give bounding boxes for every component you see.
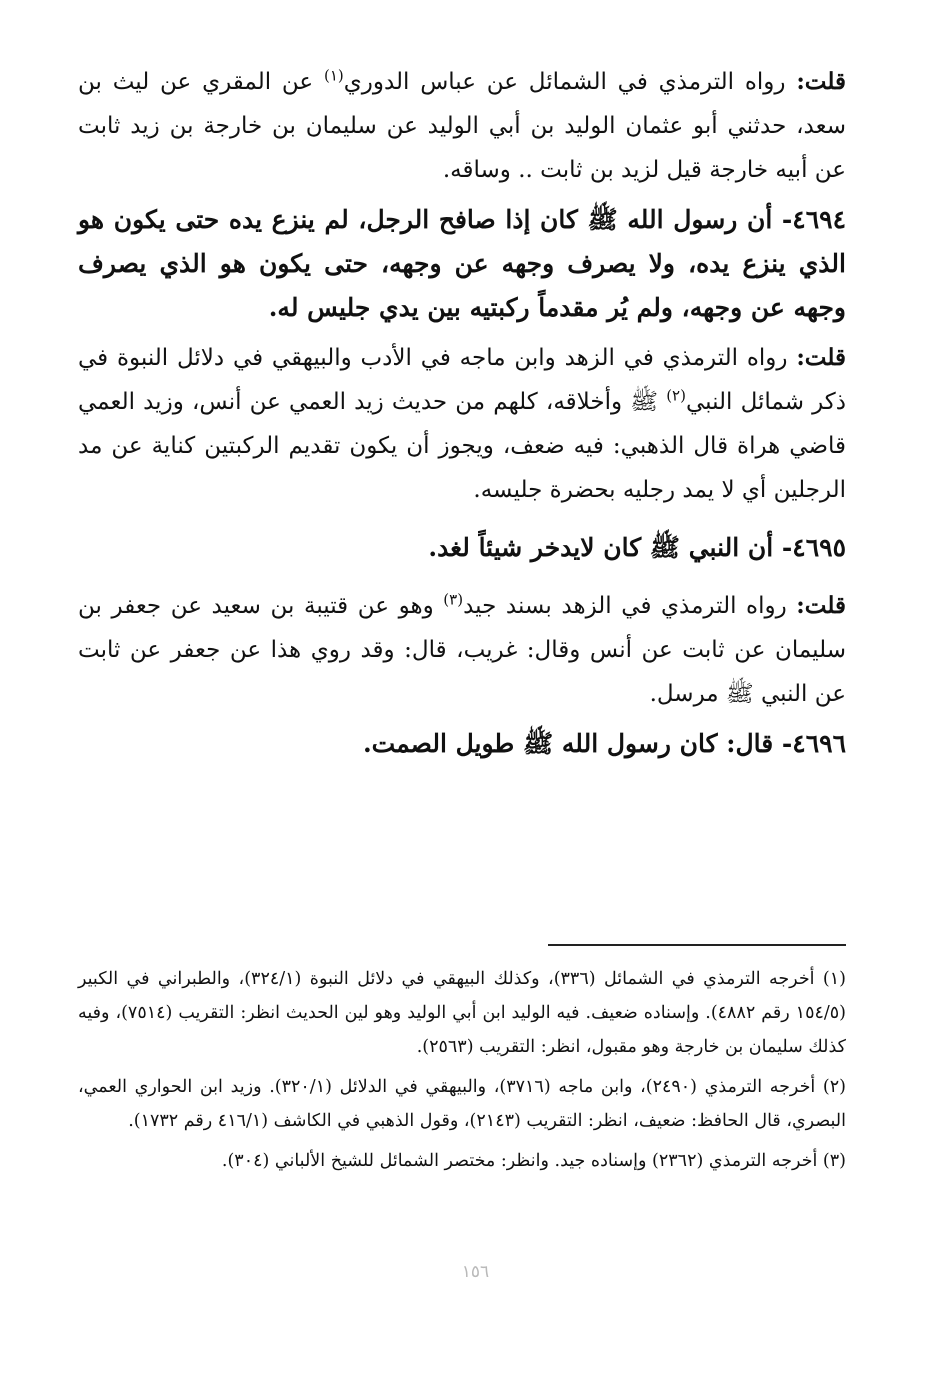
footnote-3: (٣) أخرجه الترمذي (٢٣٦٢) وإسناده جيد. وانظر: مختصر الشمائل للشيخ الألباني (٣٠٤). [221,1151,846,1171]
footnotes [78,962,846,1184]
main-text [78,60,846,766]
commentary-text-tail: ﷺ وأخلاقه، كلهم من حديث زيد العمي عن أنس، وزيد العمي قاضي هراة قال الذهبي: فيه ضعف، ويجوز أن يكون تقديم الركبتين كناية عن مد الرجلين أي لا يمد رجليه بحضرة جليسه. [78,389,846,503]
qultu-label: قلت: [796,592,846,619]
commentary-paragraph-2 [78,336,846,512]
commentary-text: رواه الترمذي في الزهد بسند جيد [463,593,797,619]
qultu-label: قلت: [796,344,846,371]
page-number: ١٥٦ [461,1262,490,1282]
hadith-4694: ٤٦٩٤- أن رسول الله ﷺ كان إذا صافح الرجل، لم ينزع يده حتى يكون هو الذي ينزع يده، ولا يصرف وجهه عن وجهه، حتى يكون هو الذي يصرف وجهه عن وجهه، ولم يُر مقدماً ركبتيه بين يدي جليس له. [78,205,846,322]
commentary-paragraph-3 [78,584,846,716]
footnote-ref-2[interactable]: (٢) [666,386,686,405]
commentary-paragraph-1 [78,60,846,192]
footnote-ref-3[interactable]: (٣) [443,590,464,609]
commentary-text: رواه الترمذي في الشمائل عن عباس الدوري [343,69,797,95]
footnote-separator [548,944,846,946]
hadith-4696: ٤٦٩٦- قال: كان رسول الله ﷺ طويل الصمت. [362,729,846,758]
commentary-text: رواه الترمذي في الزهد وابن ماجه في الأدب والبيهقي في دلائل النبوة في ذكر شمائل النبي [78,345,846,415]
commentary-text-tail: عن المقري عن ليث بن سعد، حدثني أبو عثمان الوليد بن أبي الوليد عن سليمان بن خارجة بن زيد ثابت عن أبيه خارجة قيل لزيد بن ثابت .. وساقه. [78,69,846,183]
qultu-label: قلت: [796,68,846,95]
footnote-1: (١) أخرجه الترمذي في الشمائل (٣٣٦)، وكذلك البيهقي في دلائل النبوة (٣٢٤/١)، والطبراني في الكبير (١٥٤/٥ رقم ٤٨٨٢). وإسناده ضعيف. فيه الوليد ابن أبي الوليد وهو لين الحديث انظر: التقريب (٧٥١٤)، وفيه كذلك سليمان بن خارجة وهو مقبول، انظر: التقريب (٢٥٦٣). [78,969,846,1057]
footnote-2: (٢) أخرجه الترمذي (٢٤٩٠)، وابن ماجه (٣٧١٦)، والبيهقي في الدلائل (٣٢٠/١). وزيد ابن الحواري العمي، البصري، قال الحافظ: ضعيف، انظر: التقريب (٢١٤٣)، وقول الذهبي في الكاشف (٤١٦/١ رقم ١٧٣٢). [78,1077,846,1131]
hadith-4695: ٤٦٩٥- أن النبي ﷺ كان لايدخر شيئاً لغد. [428,533,846,562]
footnote-ref-1[interactable]: (١) [323,66,344,85]
commentary-text-tail: وهو عن قتيبة بن سعيد عن جعفر بن سليمان عن ثابت عن أنس وقال: غريب، قال: وقد روي هذا عن جعفر عن ثابت عن النبي ﷺ مرسل. [78,593,846,707]
